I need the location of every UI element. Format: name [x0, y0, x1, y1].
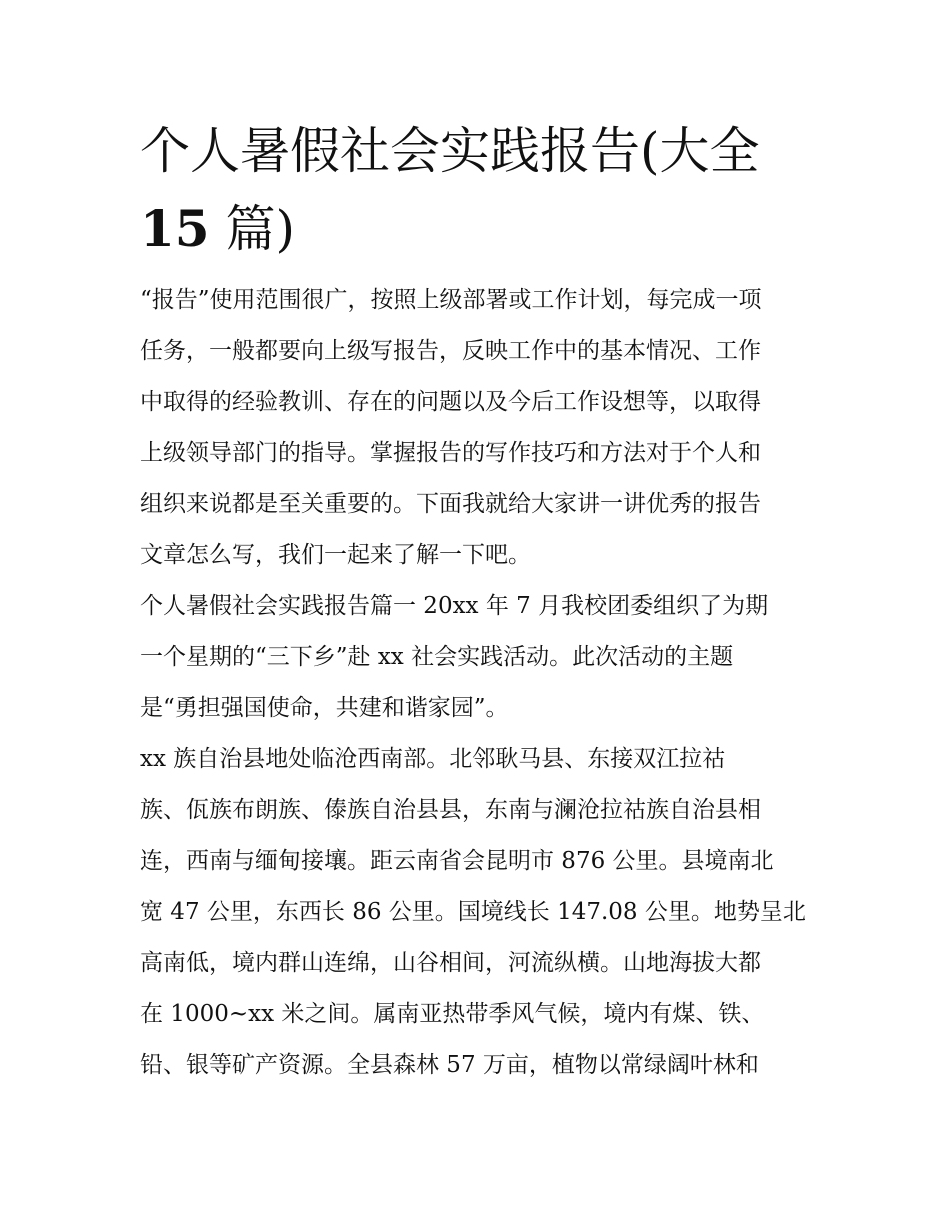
document-body [140, 275, 812, 1091]
body-line: 铅、银等矿产资源。全县森林 57 万亩，植物以常绿阔叶林和 [140, 1052, 759, 1078]
body-line: 连，西南与缅甸接壤。距云南省会昆明市 876 公里。县境南北 [140, 848, 774, 874]
body-line: 中取得的经验教训、存在的问题以及今后工作设想等，以取得 [140, 389, 761, 415]
title-line-2: 篇) [209, 200, 295, 258]
body-line: 是“勇担强国使命，共建和谐家园”。 [140, 695, 509, 721]
body-line: xx 族自治县地处临沧西南部。北邻耿马县、东接双江拉祜 [140, 746, 726, 772]
title-number: 15 [140, 199, 210, 258]
body-line: 族、佤族布朗族、傣族自治县县，东南与澜沧拉祜族自治县相 [140, 797, 761, 823]
body-line: 个人暑假社会实践报告篇一 20xx 年 7 月我校团委组织了为期 [140, 593, 769, 619]
body-line: 宽 47 公里，东西长 86 公里。国境线长 147.08 公里。地势呈北 [140, 899, 806, 925]
body-line: 高南低，境内群山连绵，山谷相间，河流纵横。山地海拔大都 [140, 950, 761, 976]
body-line: 在 1000~xx 米之间。属南亚热带季风气候，境内有煤、铁、 [140, 1001, 765, 1027]
body-line: 一个星期的“三下乡”赴 xx 社会实践活动。此次活动的主题 [140, 644, 734, 670]
body-line: 上级领导部门的指导。掌握报告的写作技巧和方法对于个人和 [140, 440, 761, 466]
title-line-1: 个人暑假社会实践报告(大全 [140, 122, 760, 180]
document-title [140, 112, 810, 268]
body-line: 文章怎么写，我们一起来了解一下吧。 [140, 542, 531, 568]
body-line: 组织来说都是至关重要的。下面我就给大家讲一讲优秀的报告 [140, 491, 761, 517]
body-line: “报告”使用范围很广，按照上级部署或工作计划，每完成一项 [140, 287, 762, 313]
body-line: 任务，一般都要向上级写报告，反映工作中的基本情况、工作 [140, 338, 761, 364]
